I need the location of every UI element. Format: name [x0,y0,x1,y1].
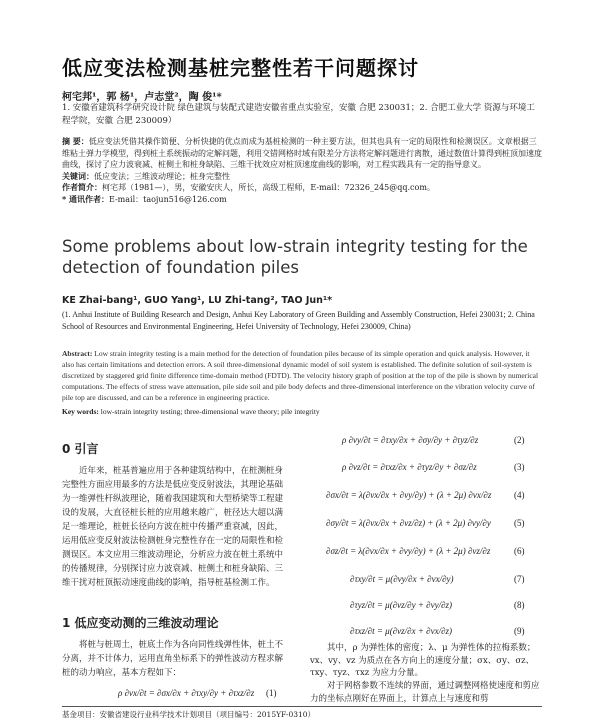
equation-number-7: (7) [514,574,525,584]
equation-number-5: (5) [514,518,525,528]
paper-title-en: Some problems about low-strain integrity testing for the detection of foundation piles [62,237,528,277]
equation-number-1: (1) [266,688,277,698]
abstract-block-cn [62,136,542,205]
equation-number-2: (2) [514,435,525,445]
author-info-label: 作者简介： [62,182,102,192]
keywords-block-en [62,407,542,416]
abstract-text-cn: 低应变法凭借其操作简便、分析快捷的优点而成为基桩检测的一种主要方法，但其也具有一定的局限性和检测误区。文章根据三维粘土弹力学模型，得到桩土系统振动的定解问题，利用交错网格时域有限差分方法将定解问题进行离散，通过数值计算得到桩顶加速度曲线，探讨了应力波衰减、桩侧土和桩身缺陷、三维干扰效应对桩顶速度曲线的影响，对工程实践具有一定的指导意义。 [62,137,542,169]
equation-2: ρ ∂vy/∂t = ∂τxy/∂x + ∂σy/∂y + ∂τyz/∂z [342,435,479,445]
authors-cn: 柯宅邦¹，郭 杨¹，卢志堂²，陶 俊¹* [62,92,222,103]
keywords-label-en: Key words: [62,407,99,416]
equation-9: ∂τxz/∂t = μ(∂vz/∂x + ∂vx/∂z) [350,626,453,636]
paper-title-cn: 低应变法检测基桩完整性若干问题探讨 [62,56,419,80]
keywords-cn: 低应变法；三维波动理论；桩身完整性 [94,171,230,181]
keywords-en: low-strain integrity testing; three-dimensional wave theory; pile integrity [100,407,320,416]
footnote: 基金项目：安徽省建设行业科学技术计划项目（项目编号：2015YF-0310） [62,706,542,720]
abstract-block-en [62,348,542,403]
section-intro-text: 近年来，桩基普遍应用于各种建筑结构中，在桩测桩身完整性方面应用最多的方法是低应变反射波法，其理论基础为一维弹性杆纵波理论，随着我国建筑和大型桥梁等工程建设的发展，大直径桩长桩的应用越来越广，桩径达大超以满足一维理论，桩桩长径向方波在桩中传播严重衰减，因此，运用低应变反射波法检测桩身完整性存在一定的局限性和检测误区。本文应用三维波动理论，分析应力波在桩土系统中的传播规律，分别探讨应力波衰减、桩侧土和桩身缺陷、三维干扰对桩顶振动速度曲线的影响，指导桩基检测工作。 [62,466,284,588]
keywords-label-cn: 关键词： [62,170,94,181]
equation-8: ∂τyz/∂t = μ(∂vz/∂y + ∂vy/∂z) [350,600,453,610]
equation-3: ρ ∂vz/∂t = ∂τxz/∂x + ∂τyz/∂y + ∂σz/∂z [342,462,477,472]
equation-number-3: (3) [514,462,525,472]
affiliation-en: (1. Anhui Institute of Building Research and Design, Anhui Key Laboratory of Green Building and Assembly Construction, Hefei 230031; 2. China School of Resources and Environmental Engineering, Hefei University of Technology, Hefei 230009, China) [62,310,535,331]
right-column-text-1: 其中，ρ 为弹性体的密度；λ、μ 为弹性体的拉梅系数；vx、vy、vz 为质点在各方向上的速度分量；σx、σy、σz、τxy、τyz、τxz 为应力分量。 [310,643,536,678]
abstract-text-en: Low strain integrity testing is a main method for the detection of foundation piles because of its simple operation and quick analysis. However, it also has certain limitations and detection errors. A soil three-dimensional dynamic model of soil system is established. The definite solution of soil-system is discretized by staggered grid finite difference time-domain method (FDTD). The velocity history graph of position at the top of the pile is shown by numerical computations. The effects of stress wave attenuation, pile side soil and pile body defects and three-dimensional interference on the vibration velocity curve of pile top are discussed, and can be a reference in engineering practice. [62,349,539,402]
author-info: 柯宅邦（1981—），男，安徽安庆人，所长，高级工程师，E-mail：72326_245@qq.com。 [102,183,435,192]
equation-1: ρ ∂vx/∂t = ∂σx/∂x + ∂τxy/∂y + ∂τxz/∂z [118,688,255,698]
abstract-label-cn: 摘 要： [62,136,89,146]
equation-number-9: (9) [514,626,525,636]
equation-7: ∂τxy/∂t = μ(∂vy/∂x + ∂vx/∂y) [350,574,454,584]
equation-number-4: (4) [514,490,525,500]
equation-5: ∂σy/∂t = λ(∂vx/∂x + ∂vz/∂z) + (λ + 2μ) ∂vy/∂y [326,518,491,528]
affiliation-cn: 1. 安徽省建筑科学研究设计院 绿色建筑与装配式建造安徽省重点实验室，安徽 合肥 230031；2. 合肥工业大学 资源与环境工程学院，安徽 合肥 230009） [62,103,535,126]
equation-6: ∂σz/∂t = λ(∂vx/∂x + ∂vy/∂y) + (λ + 2μ) ∂vz/∂z [326,546,491,556]
corresponding-label: * 通讯作者： [62,193,109,204]
abstract-label-en: Abstract: [62,349,93,358]
authors-en: KE Zhai-bang¹, GUO Yang¹, LU Zhi-tang², TAO Jun¹* [62,295,333,306]
section-heading-intro: 0 引言 [62,442,99,456]
section-theory-text: 将桩与桩周土，桩底土作为各向同性线弹性体，桩土不分离，并不计体力，运用直角坐标系下的弹性波动方程求解桩的动力响应，基本方程如下： [62,640,284,678]
equation-4: ∂σx/∂t = λ(∂vx/∂x + ∂vy/∂y) + (λ + 2μ) ∂vx/∂z [326,490,492,500]
equation-number-8: (8) [514,600,525,610]
equation-number-6: (6) [514,546,525,556]
corresponding-email: E-mail：taojun516@126.com [108,194,227,204]
section-heading-theory: 1 低应变动测的三维波动理论 [62,616,219,630]
right-column-text-2: 对于网格参数不连续的界面，通过调整网格使速度和剪应力的坐标点刚好在界面上，计算点上与速度和剪 [310,681,540,704]
